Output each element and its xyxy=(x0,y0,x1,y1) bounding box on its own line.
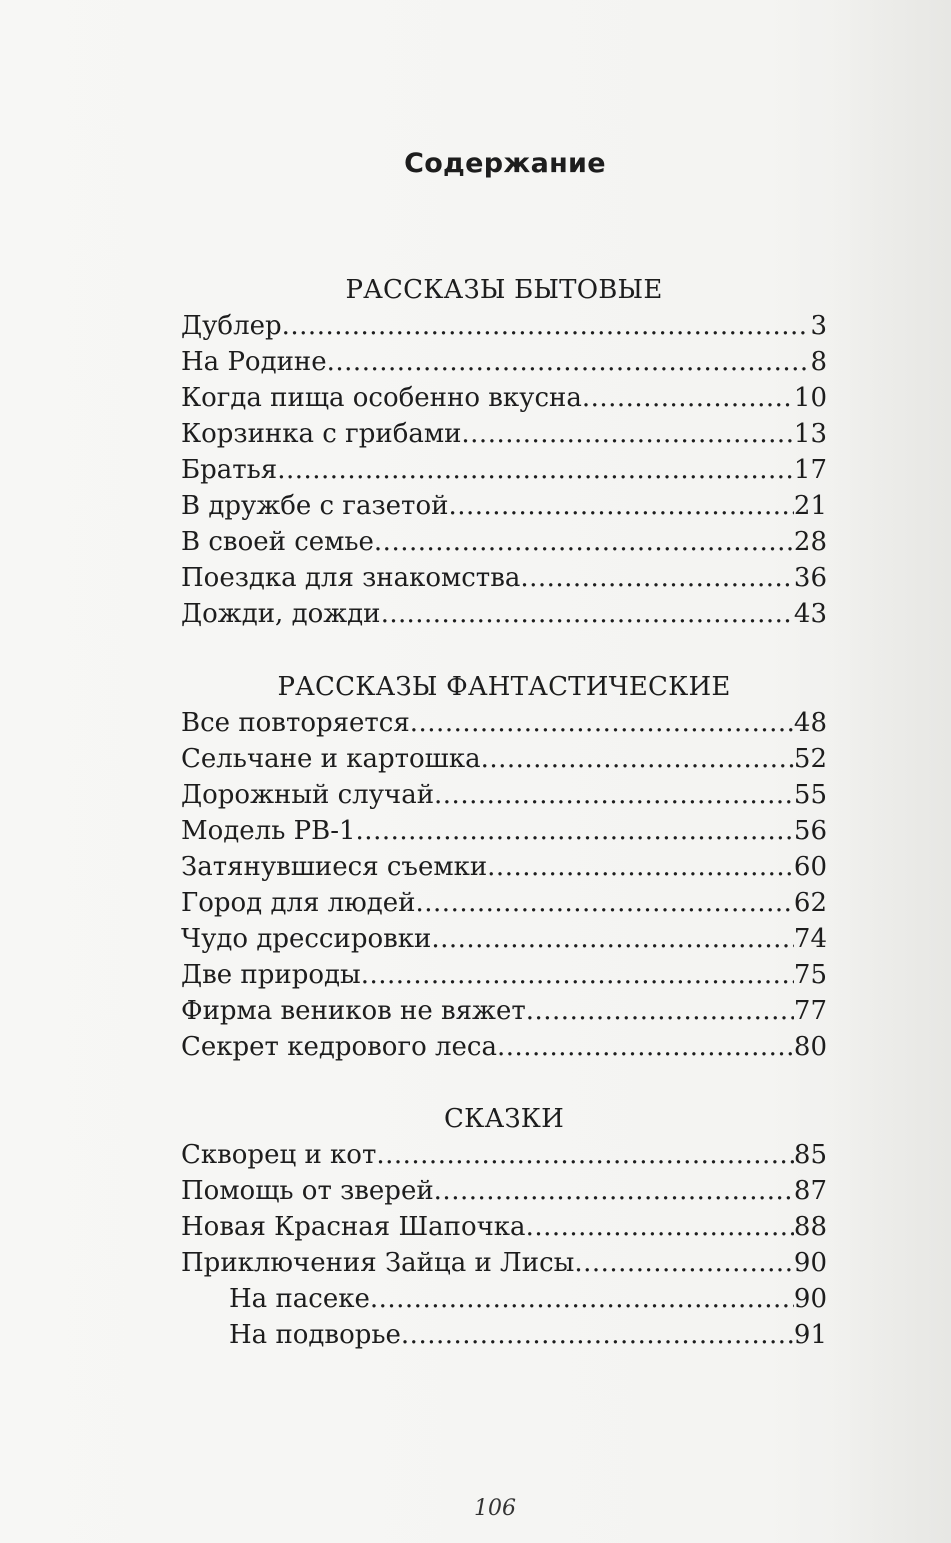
entry-page-number: 52 xyxy=(793,744,827,774)
dot-leader xyxy=(374,524,794,560)
dot-leader xyxy=(431,921,794,957)
entry-page-number: 87 xyxy=(793,1176,827,1206)
entry-title: Дорожный случай xyxy=(181,780,435,810)
dot-leader xyxy=(376,1137,794,1173)
entry-title: Когда пища особенно вкусна xyxy=(181,383,582,413)
entry-page-number: 13 xyxy=(793,419,827,449)
dot-leader xyxy=(370,1281,794,1317)
entry-title: Братья xyxy=(181,455,278,485)
dot-leader xyxy=(277,452,794,488)
toc-entry xyxy=(181,1173,827,1209)
dot-leader xyxy=(361,957,794,993)
page-title: Содержание xyxy=(404,148,606,179)
dot-leader xyxy=(282,308,811,344)
dot-leader xyxy=(497,1029,794,1065)
entry-title: Город для людей xyxy=(181,888,416,918)
entry-title: На Родине xyxy=(181,347,327,377)
section-heading-fairy-tales: СКАЗКИ xyxy=(444,1104,564,1134)
entry-page-number: 90 xyxy=(793,1284,827,1314)
page-edge-shadow xyxy=(831,0,951,1543)
toc-entry xyxy=(181,308,827,344)
dot-leader xyxy=(410,705,794,741)
toc-entry xyxy=(181,344,827,380)
entry-title: В дружбе с газетой xyxy=(181,491,449,521)
dot-leader xyxy=(416,885,794,921)
entry-page-number: 48 xyxy=(793,708,827,738)
dot-leader xyxy=(487,849,794,885)
toc-entry xyxy=(181,488,827,524)
section-heading-fantastic: РАССКАЗЫ ФАНТАСТИЧЕСКИЕ xyxy=(277,672,731,702)
section-heading-everyday: РАССКАЗЫ БЫТОВЫЕ xyxy=(345,275,663,305)
entry-title: Затянувшиеся съемки xyxy=(181,852,488,882)
dot-leader xyxy=(356,813,794,849)
toc-subentry xyxy=(181,1317,827,1353)
section-spacer xyxy=(181,632,827,669)
toc-entry xyxy=(181,416,827,452)
entry-page-number: 17 xyxy=(793,455,827,485)
entry-title: В своей семье xyxy=(181,527,374,557)
dot-leader xyxy=(481,741,794,777)
toc-entry xyxy=(181,524,827,560)
toc-subentry xyxy=(181,1281,827,1317)
entry-page-number: 3 xyxy=(810,311,827,341)
entry-page-number: 88 xyxy=(793,1212,827,1242)
toc-entry xyxy=(181,849,827,885)
dot-leader xyxy=(461,416,794,452)
entry-title: Скворец и кот xyxy=(181,1140,377,1170)
entry-page-number: 77 xyxy=(793,996,827,1026)
section-spacer xyxy=(181,1065,827,1101)
entry-title: Сельчане и картошка xyxy=(181,744,481,774)
toc-entry xyxy=(181,777,827,813)
entry-title: Чудо дрессировки xyxy=(181,924,432,954)
dot-leader xyxy=(582,380,794,416)
toc-entry xyxy=(181,885,827,921)
toc-entry xyxy=(181,560,827,596)
entry-page-number: 21 xyxy=(793,491,827,521)
entry-title: Дублер xyxy=(181,311,282,341)
entry-title: На подворье xyxy=(229,1320,401,1350)
dot-leader xyxy=(407,596,794,632)
entry-page-number: 91 xyxy=(793,1320,827,1350)
toc-entry xyxy=(181,705,827,741)
toc-entry xyxy=(181,1137,827,1173)
entry-page-number: 43 xyxy=(793,599,827,629)
toc-entry xyxy=(181,596,827,632)
entry-page-number: 8 xyxy=(810,347,827,377)
entry-title: Секрет кедрового леса xyxy=(181,1032,497,1062)
entry-page-number: 80 xyxy=(793,1032,827,1062)
entry-title: Помощь от зверей xyxy=(181,1176,434,1206)
dot-leader xyxy=(526,1209,794,1245)
toc-entry xyxy=(181,452,827,488)
dot-leader xyxy=(401,1317,794,1353)
entry-page-number: 85 xyxy=(793,1140,827,1170)
dot-leader xyxy=(327,344,811,380)
toc-entry xyxy=(181,741,827,777)
toc-entry xyxy=(181,1029,827,1065)
entry-title: Новая Красная Шапочка xyxy=(181,1212,526,1242)
toc-entry xyxy=(181,957,827,993)
page-number: 106 xyxy=(474,1496,516,1521)
entry-page-number: 56 xyxy=(793,816,827,846)
entry-page-number: 36 xyxy=(793,563,827,593)
entry-page-number: 75 xyxy=(793,960,827,990)
entry-title: Фирма веников не вяжет xyxy=(181,996,526,1026)
entry-title: Модель РВ-1 xyxy=(181,816,356,846)
entry-title: Две природы xyxy=(181,960,361,990)
entry-title: Корзинка с грибами xyxy=(181,419,462,449)
toc-entry xyxy=(181,813,827,849)
entry-page-number: 90 xyxy=(793,1248,827,1278)
entry-page-number: 10 xyxy=(793,383,827,413)
dot-leader xyxy=(448,488,793,524)
entry-title: Приключения Зайца и Лисы xyxy=(181,1248,575,1278)
table-of-contents xyxy=(181,272,827,1353)
dot-leader xyxy=(434,777,794,813)
dot-leader xyxy=(434,1173,794,1209)
entry-page-number: 62 xyxy=(793,888,827,918)
toc-entry xyxy=(181,1245,827,1281)
entry-page-number: 60 xyxy=(793,852,827,882)
toc-entry xyxy=(181,921,827,957)
dot-leader xyxy=(574,1245,794,1281)
toc-entry xyxy=(181,380,827,416)
toc-entry xyxy=(181,1209,827,1245)
dot-leader xyxy=(526,993,794,1029)
entry-page-number: 55 xyxy=(793,780,827,810)
entry-title: Дожди, дожди… xyxy=(181,599,407,629)
entry-title: Все повторяется xyxy=(181,708,410,738)
entry-page-number: 28 xyxy=(793,527,827,557)
entry-title: На пасеке xyxy=(229,1284,370,1314)
entry-title: Поездка для знакомства xyxy=(181,563,521,593)
entry-page-number: 74 xyxy=(793,924,827,954)
toc-entry xyxy=(181,993,827,1029)
dot-leader xyxy=(520,560,794,596)
